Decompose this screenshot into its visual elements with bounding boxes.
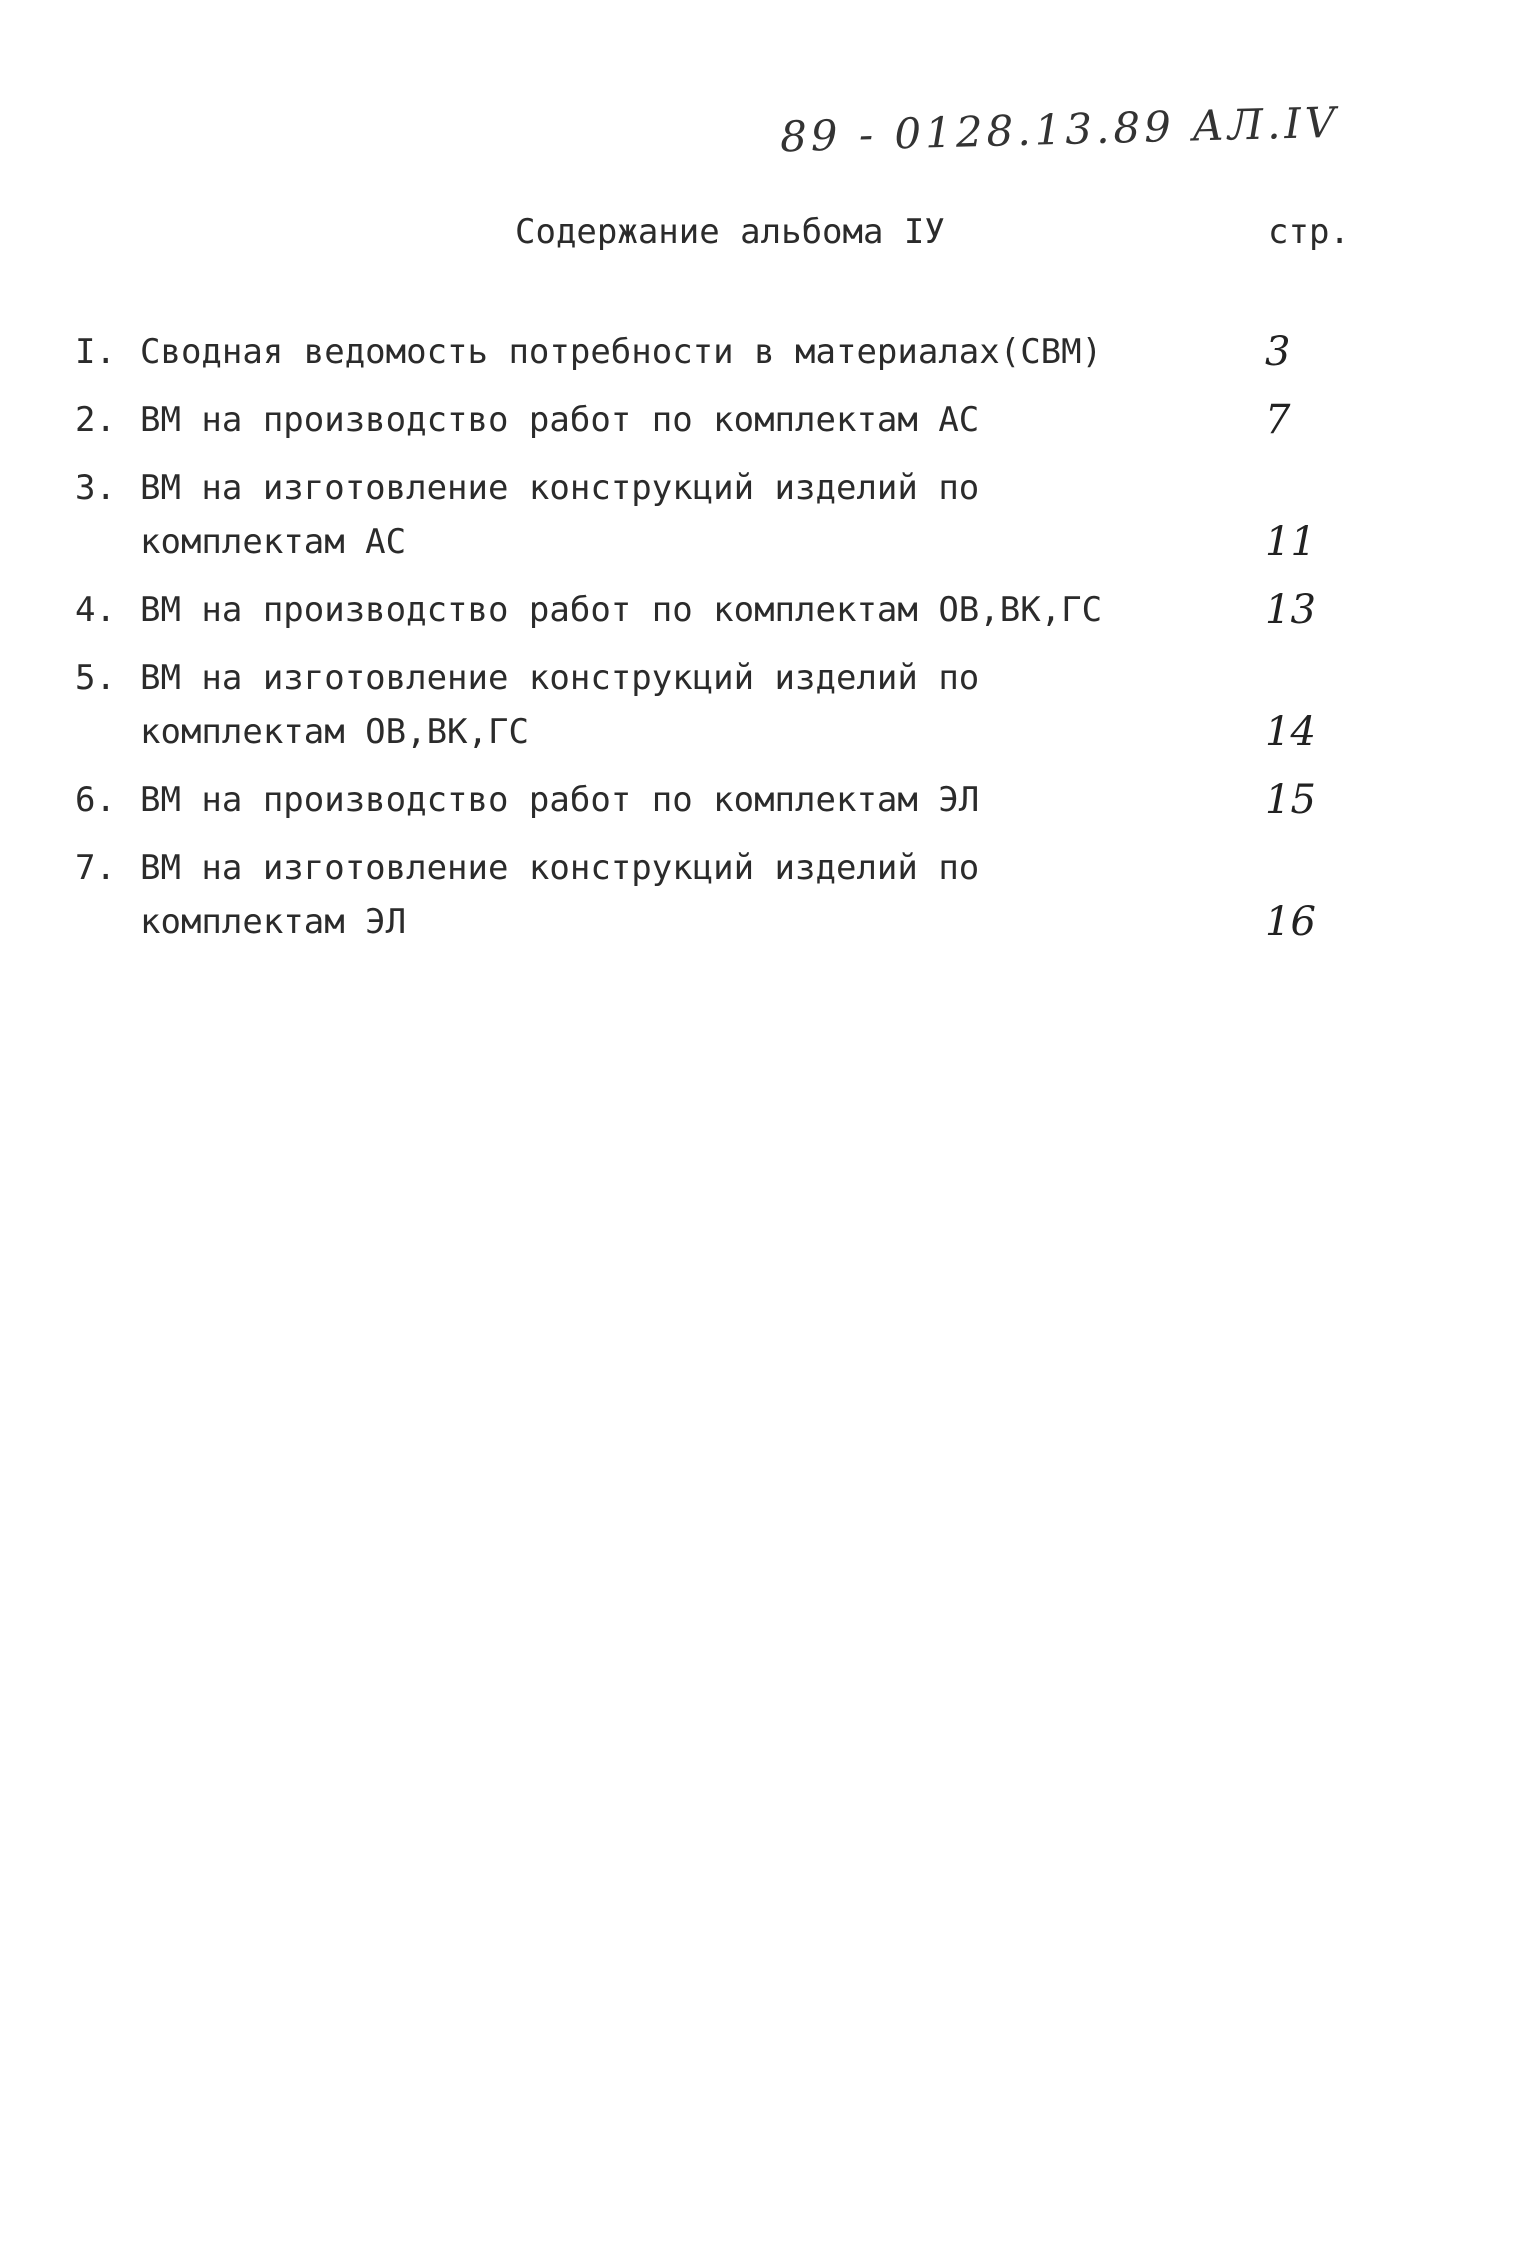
toc-item-number: 7. <box>75 848 116 888</box>
toc-item-page: 14 <box>1265 709 1316 755</box>
toc-item-text: Сводная ведомость потребности в материалах(СВМ) <box>140 332 1103 372</box>
toc-item-text: ВМ на изготовление конструкций изделий по комплектам ОВ,ВК,ГС <box>140 658 980 752</box>
table-of-contents <box>75 325 1365 949</box>
toc-item <box>75 325 1365 379</box>
toc-item <box>75 461 1365 569</box>
toc-item-text: ВМ на изготовление конструкций изделий по комплектам ЭЛ <box>140 848 980 942</box>
document-code: 89 - 0128.13.89 АЛ.IV <box>779 97 1340 162</box>
toc-item-page: 3 <box>1265 329 1291 375</box>
toc-item-text: ВМ на производство работ по комплектам ЭЛ <box>140 780 980 820</box>
toc-item <box>75 841 1365 949</box>
toc-item-number: 6. <box>75 780 116 820</box>
toc-item <box>75 651 1365 759</box>
toc-item-page: 16 <box>1265 899 1316 945</box>
toc-item-number: I. <box>75 332 116 372</box>
toc-item <box>75 583 1365 637</box>
toc-item <box>75 393 1365 447</box>
toc-item-page: 15 <box>1265 777 1316 823</box>
toc-item-page: 11 <box>1265 519 1316 565</box>
toc-item-text: ВМ на изготовление конструкций изделий по комплектам АС <box>140 468 980 562</box>
toc-item-number: 5. <box>75 658 116 698</box>
toc-item-page: 13 <box>1265 587 1316 633</box>
toc-item-number: 4. <box>75 590 116 630</box>
toc-item-text: ВМ на производство работ по комплектам АС <box>140 400 980 440</box>
toc-item <box>75 773 1365 827</box>
toc-item-page: 7 <box>1265 397 1291 443</box>
toc-item-number: 2. <box>75 400 116 440</box>
page-title: Содержание альбома IУ <box>515 212 945 252</box>
page-column-header: стр. <box>1268 212 1350 252</box>
toc-item-text: ВМ на производство работ по комплектам ОВ,ВК,ГС <box>140 590 1103 630</box>
toc-item-number: 3. <box>75 468 116 508</box>
